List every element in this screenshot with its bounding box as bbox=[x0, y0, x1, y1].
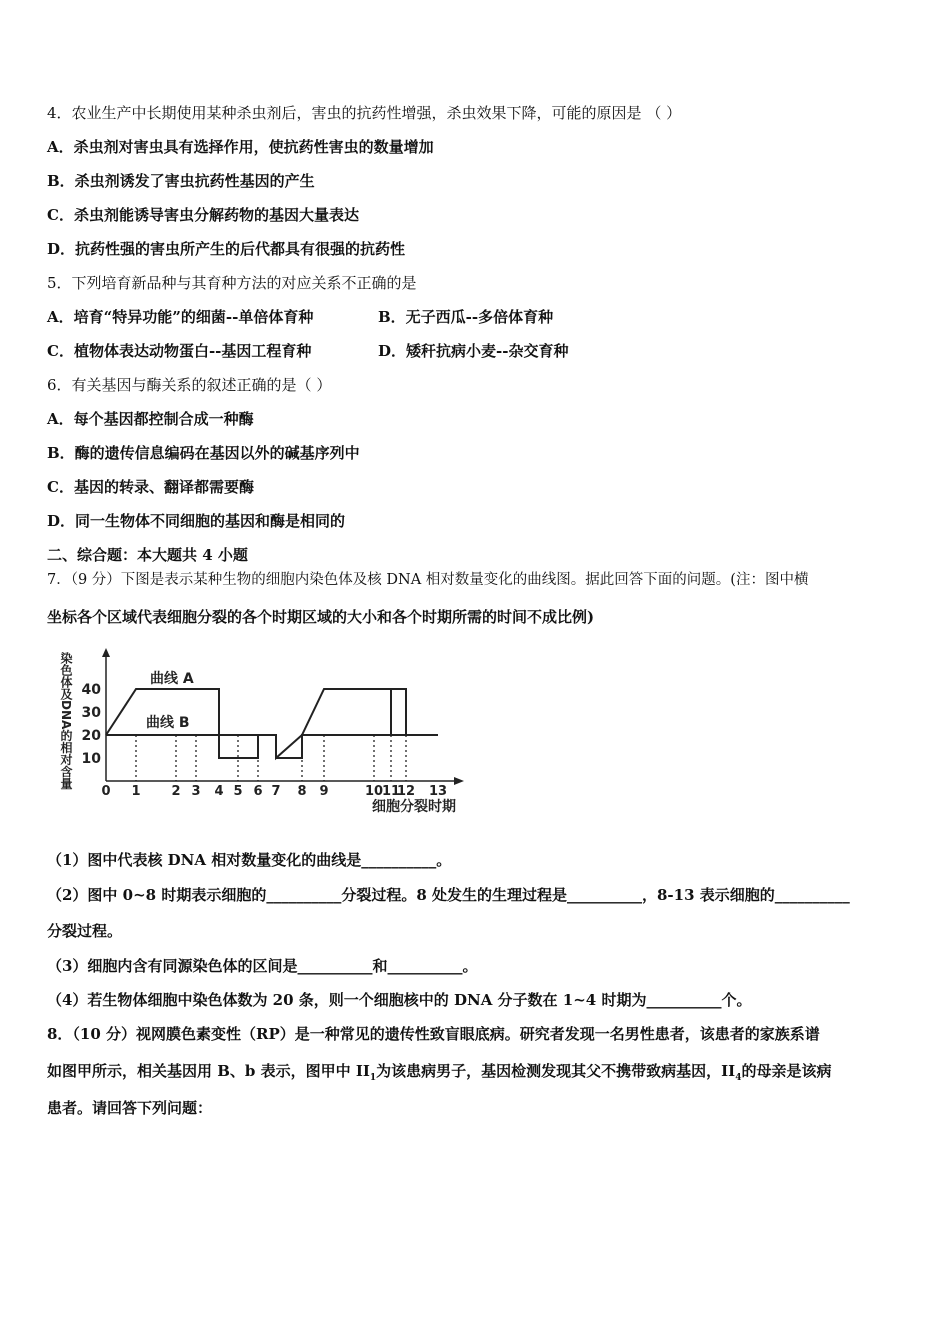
y-axis-arrow bbox=[102, 648, 110, 657]
x-axis-arrow bbox=[454, 777, 464, 785]
x-tick-label: 5 bbox=[233, 784, 243, 799]
y-tick-label: 30 bbox=[81, 705, 101, 721]
q7-chart bbox=[58, 648, 478, 826]
x-tick-label: 9 bbox=[319, 784, 329, 799]
x-tick-label: 10 bbox=[364, 784, 384, 799]
q6-stem: 6．有关基因与酶关系的叙述正确的是（ ） bbox=[47, 376, 332, 394]
x-tick-label: 2 bbox=[171, 784, 181, 799]
q5-option-a: A．培育“特异功能”的细菌--单倍体育种 bbox=[47, 308, 314, 326]
q4-option-c: C．杀虫剂能诱导害虫分解药物的基因大量表达 bbox=[47, 206, 359, 224]
x-tick-label: 7 bbox=[271, 784, 281, 799]
q8-line2 bbox=[47, 1061, 831, 1088]
q7-sub2-cont: 分裂过程。 bbox=[47, 922, 123, 940]
x-tick-label: 6 bbox=[253, 784, 263, 799]
q6-option-b: B．酶的遗传信息编码在基因以外的碱基序列中 bbox=[47, 444, 360, 462]
x-tick-label: 4 bbox=[214, 784, 224, 799]
q8-line1: 8．（10 分）视网膜色素变性（RP）是一种常见的遗传性致盲眼底病。研究者发现一名男性患者，该患者的家族系谱 bbox=[47, 1025, 820, 1043]
q7-sub2: （2）图中 0~8 时期表示细胞的__________分裂过程。8 处发生的生理过程是__________，8-13 表示细胞的__________ bbox=[47, 886, 850, 904]
q4-option-b: B．杀虫剂诱发了害虫抗药性基因的产生 bbox=[47, 172, 315, 190]
q6-option-a: A．每个基因都控制合成一种酶 bbox=[47, 410, 254, 428]
q8-line2-a: 如图甲所示，相关基因用 B、b 表示，图甲中 II bbox=[47, 1062, 370, 1080]
x-tick-label: 8 bbox=[297, 784, 307, 799]
q7-sub3: （3）细胞内含有同源染色体的区间是__________和__________。 bbox=[47, 957, 478, 975]
x-tick-label: 11 bbox=[381, 784, 401, 799]
q8-sub-4: 4 bbox=[735, 1073, 742, 1083]
q7-sub1: （1）图中代表核 DNA 相对数量变化的曲线是__________。 bbox=[47, 851, 452, 869]
section-heading: 二、综合题：本大题共 4 小题 bbox=[47, 546, 248, 564]
y-tick-label: 20 bbox=[81, 728, 101, 744]
chart-svg bbox=[58, 648, 478, 826]
q7-sub4: （4）若生物体细胞中染色体数为 20 条，则一个细胞核中的 DNA 分子数在 1~4 时期为__________个。 bbox=[47, 991, 752, 1009]
q8-line3: 患者。请回答下列问题： bbox=[47, 1099, 213, 1117]
series-label-b: 曲线 B bbox=[146, 715, 190, 731]
q4-option-a: A．杀虫剂对害虫具有选择作用，使抗药性害虫的数量增加 bbox=[47, 138, 434, 156]
q8-line2-b: 为该患病男子，基因检测发现其父不携带致病基因，II bbox=[376, 1062, 736, 1080]
x-tick-label: 13 bbox=[428, 784, 448, 799]
q7-stem-text: 7．（9 分）下图是表示某种生物的细胞内染色体及核 DNA 相对数量变化的曲线图。据此回答下面的问题。(注：图中横 bbox=[47, 572, 809, 588]
q7-stem-line2: 坐标各个区域代表细胞分裂的各个时期区域的大小和各个时期所需的时间不成比例) bbox=[47, 608, 595, 626]
q8-line2-c: 的母亲是该病 bbox=[741, 1062, 832, 1080]
q5-option-d: D．矮秆抗病小麦--杂交育种 bbox=[378, 342, 569, 360]
y-tick-label: 10 bbox=[81, 751, 101, 767]
q8-sub-1: 1 bbox=[369, 1073, 377, 1083]
q6-option-c: C．基因的转录、翻译都需要酶 bbox=[47, 478, 254, 496]
q5-option-b: B．无子西瓜--多倍体育种 bbox=[378, 308, 554, 326]
y-tick-label: 40 bbox=[81, 682, 101, 698]
x-tick-label: 1 bbox=[131, 784, 141, 799]
q4-stem: 4．农业生产中长期使用某种杀虫剂后，害虫的抗药性增强，杀虫效果下降，可能的原因是 （ ） bbox=[47, 104, 682, 122]
q4-option-d: D．抗药性强的害虫所产生的后代都具有很强的抗药性 bbox=[47, 240, 406, 258]
y-axis-label: 染色体及DNA的相对含量 bbox=[59, 652, 73, 790]
q7-stem-line1 bbox=[47, 570, 808, 590]
x-axis-label: 细胞分裂时期 bbox=[372, 799, 456, 815]
q6-option-d: D．同一生物体不同细胞的基因和酶是相同的 bbox=[47, 512, 346, 530]
series-label-a: 曲线 A bbox=[150, 671, 194, 687]
x-tick-label: 3 bbox=[191, 784, 201, 799]
x-tick-label: 0 bbox=[101, 784, 111, 799]
q5-option-c: C．植物体表达动物蛋白--基因工程育种 bbox=[47, 342, 312, 360]
x-tick-label: 12 bbox=[396, 784, 416, 799]
q5-stem: 5．下列培育新品种与其育种方法的对应关系不正确的是 bbox=[47, 274, 417, 292]
